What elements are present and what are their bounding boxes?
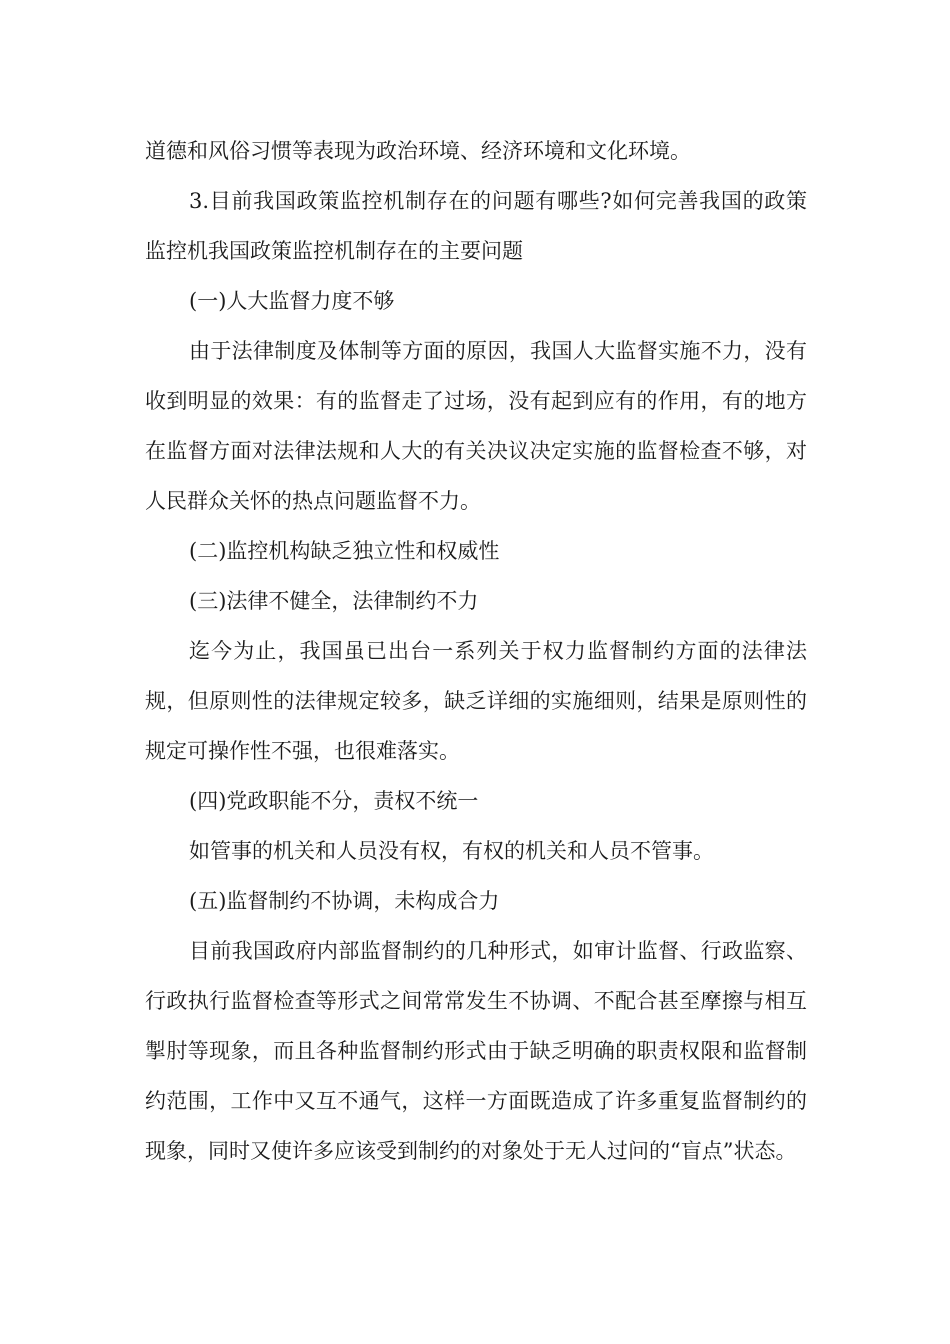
- section-heading-3: (三)法律不健全，法律制约不力: [189, 589, 479, 613]
- section-heading-2: (二)监控机构缺乏独立性和权威性: [189, 539, 500, 563]
- paragraph-11: 目前我国政府内部监督制约的几种形式，如审计监督、行政监察、行政执行监督检查等形式之间常常发生不协调、不配合甚至摩擦与相互掣肘等现象，而且各种监督制约形式由于缺乏明确的职责权限和监督制约范围，工作中又互不通气，这样一方面既造成了许多重复监督制约的现象，同时又使许多应该受到制约的对象处于无人过问的“盲点”状态。: [145, 939, 807, 1163]
- section-heading-1: (一)人大监督力度不够: [189, 289, 395, 313]
- paragraph-1: 道德和风俗习惯等表现为政治环境、经济环境和文化环境。: [145, 139, 691, 163]
- section-heading-5: (五)监督制约不协调，未构成合力: [189, 889, 500, 913]
- paragraph-7: 迄今为止，我国虽已出台一系列关于权力监督制约方面的法律法规，但原则性的法律规定较多，缺乏详细的实施细则，结果是原则性的规定可操作性不强，也很难落实。: [145, 639, 807, 763]
- paragraph-4: 由于法律制度及体制等方面的原因，我国人大监督实施不力，没有收到明显的效果：有的监督走了过场，没有起到应有的作用，有的地方在监督方面对法律法规和人大的有关决议决定实施的监督检查不够，对人民群众关怀的热点问题监督不力。: [145, 339, 807, 513]
- paragraph-9: 如管事的机关和人员没有权，有权的机关和人员不管事。: [189, 839, 714, 863]
- paragraph-2-question: 3.目前我国政策监控机制存在的问题有哪些?如何完善我国的政策监控机我国政策监控机制存在的主要问题: [145, 189, 807, 263]
- section-heading-4: (四)党政职能不分，责权不统一: [189, 789, 479, 813]
